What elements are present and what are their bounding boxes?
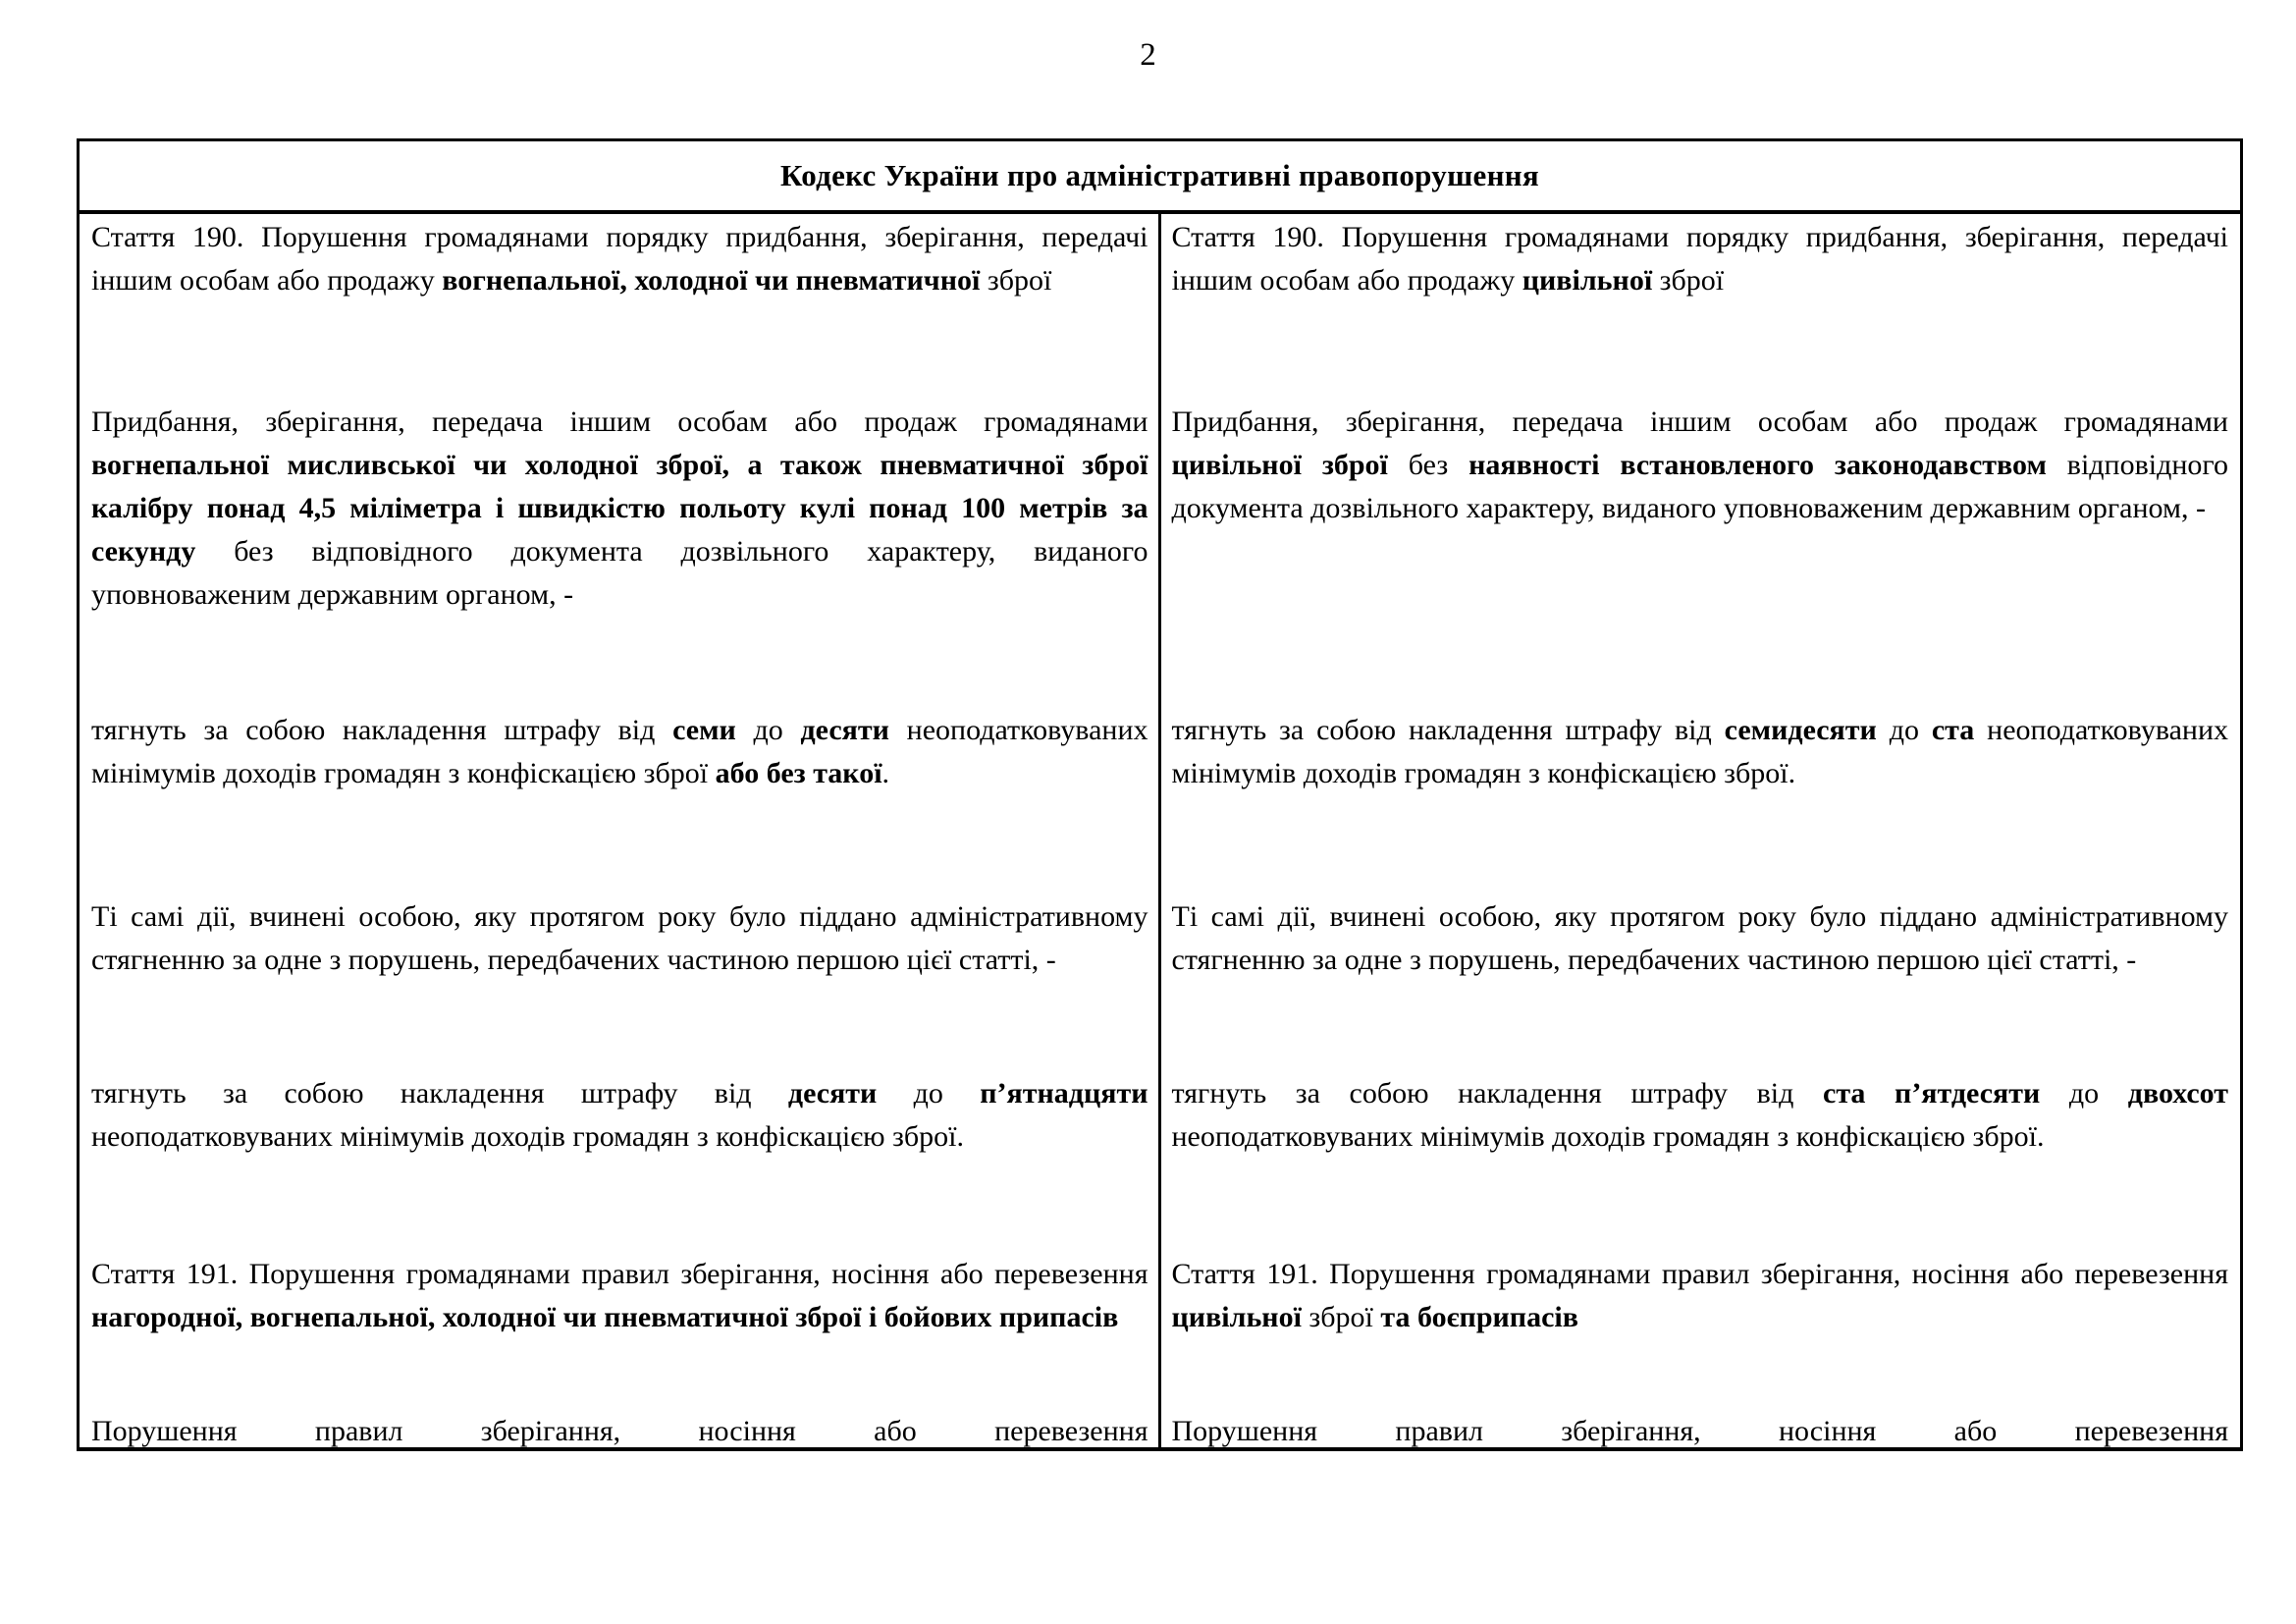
paragraph-text [1172, 401, 2229, 530]
text-run: Ті самі дії, вчинені особою, яку протягом року було піддано адміністративному стягненню за одне з порушень, передбачених частиною першою цієї статті, - [91, 900, 1148, 976]
column-divider [1158, 214, 1161, 1451]
paragraph-text [1172, 895, 2229, 982]
text-run-bold: або без такої [715, 757, 882, 789]
text-run: до [1876, 714, 1932, 746]
paragraph-text [91, 709, 1148, 795]
paragraph-text [91, 401, 1148, 617]
text-run: відповідного документа дозвільного характеру, виданого уповноваженим державним органом, - [1171, 449, 2228, 524]
text-run: неоподатковуваних мінімумів доходів громадян з конфіскацією зброї. [1171, 714, 2229, 789]
text-run-bold: ста [1931, 714, 1975, 746]
text-run: Придбання, зберігання, передача іншим особам або продаж громадянами [91, 406, 1148, 438]
paragraph-text [91, 1253, 1148, 1339]
text-run-bold: цивільної [1522, 264, 1653, 297]
left-column-paragraph-2 [80, 401, 1160, 709]
left-column-paragraph-6 [80, 1253, 1160, 1410]
text-run-bold: семи [672, 714, 736, 746]
text-run: неоподатковуваних мінімумів доходів громадян з конфіскацією зброї. [91, 1120, 964, 1153]
text-run: зброї [1652, 264, 1725, 297]
paragraph-text [1172, 216, 2229, 302]
text-run: Стаття 190. Порушення громадянами порядку придбання, зберігання, передачі іншим особам або продажу [1171, 221, 2228, 297]
text-run-bold: вогнепальної, холодної чи пневматичної [442, 264, 981, 297]
text-run-bold: та боєприпасів [1380, 1301, 1578, 1333]
right-column-paragraph-7 [1160, 1410, 2241, 1451]
paragraph-text [1172, 709, 2229, 795]
right-column-paragraph-6 [1160, 1253, 2241, 1410]
right-column-paragraph-1 [1160, 216, 2241, 401]
table-title: Кодекс України про адміністративні правопорушення [80, 141, 2240, 214]
left-column-paragraph-3 [80, 709, 1160, 895]
text-run-bold: нагородної, вогнепальної, холодної чи пневматичної зброї і бойових припасів [91, 1301, 1119, 1333]
text-run: зброї [980, 264, 1052, 297]
text-run: Ті самі дії, вчинені особою, яку протягом року було піддано адміністративному стягненню за одне з порушень, передбачених частиною першою цієї статті, - [1171, 900, 2228, 976]
paragraph-text [1172, 1253, 2229, 1339]
text-run-bold: десяти [800, 714, 889, 746]
text-run-bold: семидесяти [1724, 714, 1877, 746]
left-column-paragraph-7 [80, 1410, 1160, 1451]
text-run: Стаття 191. Порушення громадянами правил зберігання, носіння або перевезення [1171, 1258, 2228, 1290]
paragraph-text [91, 1410, 1148, 1451]
right-column-paragraph-3 [1160, 709, 2241, 895]
text-run: Придбання, зберігання, передача іншим особам або продаж громадянами [1171, 406, 2228, 438]
paragraph-text [1172, 1072, 2229, 1159]
text-run: . [881, 757, 890, 789]
text-run: тягнуть за собою накладення штрафу від [1171, 1077, 1824, 1110]
right-column-paragraph-5 [1160, 1072, 2241, 1253]
paragraph-text [91, 1072, 1148, 1159]
text-run-bold: наявності встановленого законодавством [1468, 449, 2047, 481]
text-run: Порушення правил зберігання, носіння або перевезення [91, 1415, 1148, 1447]
right-column-paragraph-4 [1160, 895, 2241, 1072]
text-run: до [2040, 1077, 2128, 1110]
text-run: тягнуть за собою накладення штрафу від [91, 1077, 788, 1110]
text-run: Порушення правил зберігання, носіння або перевезення [1171, 1415, 2228, 1447]
table-body-wrap [80, 214, 2240, 1447]
text-run-bold: п’ятнадцяти [980, 1077, 1148, 1110]
text-run: Стаття 190. Порушення громадянами порядку придбання, зберігання, передачі іншим особам або продажу [91, 221, 1148, 297]
comparison-table [77, 138, 2243, 1451]
text-run: зброї [1301, 1301, 1381, 1333]
text-run-bold: ста п’ятдесяти [1823, 1077, 2041, 1110]
text-run: без [1387, 449, 1469, 481]
paragraph-text [91, 216, 1148, 302]
page-number: 2 [1140, 37, 1156, 73]
text-run-bold: цивільної зброї [1171, 449, 1388, 481]
left-column-paragraph-1 [80, 216, 1160, 401]
text-run-bold: вогнепальної мисливської чи холодної зброї, а також пневматичної зброї калібру понад 4,5 міліметра і швидкістю польоту кулі понад 100 метрів за секунду [91, 449, 1148, 568]
text-run: до [877, 1077, 981, 1110]
text-run: неоподатковуваних мінімумів доходів громадян з конфіскацією зброї [91, 714, 1148, 789]
left-column-paragraph-4 [80, 895, 1160, 1072]
text-run: тягнуть за собою накладення штрафу від [91, 714, 673, 746]
text-run-bold: цивільної [1171, 1301, 1302, 1333]
left-column-paragraph-5 [80, 1072, 1160, 1253]
text-run: до [735, 714, 801, 746]
text-run: без відповідного документа дозвільного характеру, виданого уповноваженим державним органом, - [91, 535, 1148, 611]
paragraph-text [91, 895, 1148, 982]
text-run: Стаття 191. Порушення громадянами правил зберігання, носіння або перевезення [91, 1258, 1148, 1290]
paragraph-text [1172, 1410, 2229, 1451]
right-column-paragraph-2 [1160, 401, 2241, 709]
text-run: неоподатковуваних мінімумів доходів громадян з конфіскацією зброї. [1171, 1120, 2045, 1153]
text-run-bold: двохсот [2127, 1077, 2228, 1110]
text-run: тягнуть за собою накладення штрафу від [1171, 714, 1725, 746]
text-run-bold: десяти [787, 1077, 878, 1110]
